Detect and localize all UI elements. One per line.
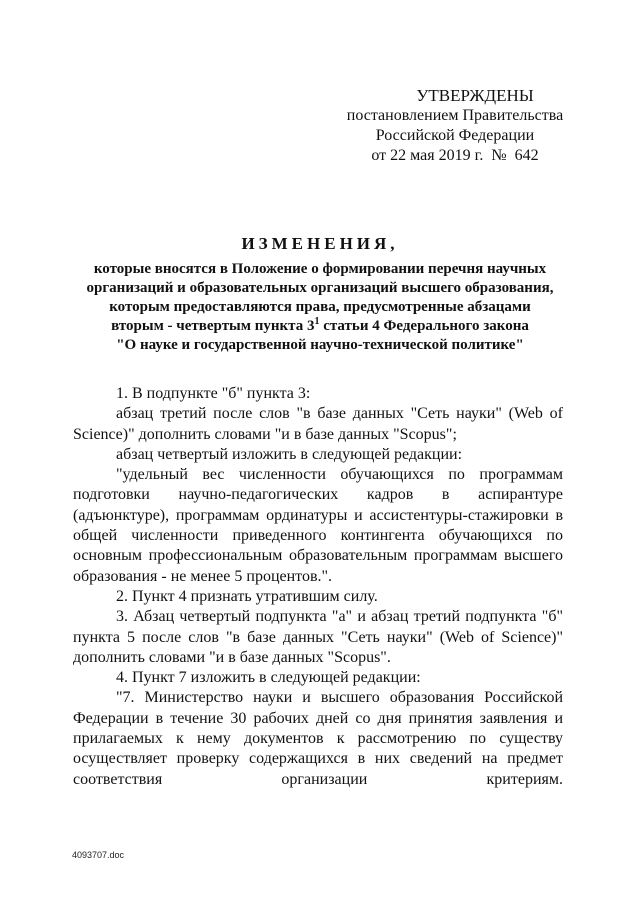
- paragraph: 4. Пункт 7 изложить в следующей редакции:: [116, 669, 421, 687]
- title-heading: ИЗМЕНЕНИЯ,: [241, 234, 399, 253]
- paragraph: 1. В подпункте "б" пункта 3:: [116, 385, 311, 402]
- paragraph: 2. Пункт 4 признать утратившим силу.: [116, 587, 378, 605]
- paragraph: "удельный вес численности обучающихся по программам подготовки научно-педагогических кадров в аспирантуре (адъюнктуре), программам ординатуры и ассистентуры-стажировки в общей численности приведенного контингента обучающихся по основным профессиональным образовательным программам высшего образования - не менее 5 процентов.".: [73, 466, 563, 585]
- subtitle-line-part: статьи 4 Федерального закона: [319, 318, 529, 334]
- subtitle-line: которым предоставляются права, предусмотренные абзацами: [109, 299, 531, 315]
- paragraph: абзац четвертый изложить в следующей редакции:: [116, 445, 463, 463]
- subtitle-line: которые вносятся в Положение о формировании перечня научных: [93, 261, 547, 277]
- subtitle-line: организаций и образовательных организаций высшего образования,: [86, 280, 554, 296]
- document-title: [60, 233, 580, 355]
- approved-date-number: от 22 мая 2019 г. № 642: [371, 147, 539, 164]
- paragraph: абзац третий после слов "в базе данных "Сеть науки" (Web of Science)" дополнить словами "и в базе данных "Scopus";: [73, 405, 563, 443]
- approved-authority: Российской Федерации: [375, 127, 535, 144]
- subtitle-line-part: вторым - четвертым пункта 3: [111, 318, 315, 334]
- title-subtitle: [60, 260, 580, 355]
- paragraph: 3. Абзац четвертый подпункта "а" и абзац третий подпункта "б" пункта 5 после слов "в базе данных "Сеть науки" (Web of Science)" дополнить словами "и в базе данных "Scopus".: [73, 608, 563, 666]
- approved-by-line: постановлением Правительства: [346, 107, 564, 124]
- document-body: [73, 384, 563, 790]
- approval-stamp: [330, 86, 580, 166]
- superscript: 1: [314, 316, 320, 327]
- subtitle-line: [60, 317, 580, 336]
- approved-label: УТВЕРЖДЕНЫ: [416, 86, 534, 105]
- paragraph: "7. Министерство науки и высшего образования Российской Федерации в течение 30 рабочих дней со дня принятия заявления и прилагаемых к нему документов к рассмотрению по существу осуществляет проверку содержащихся в них сведений на предмет соответствия организации критериям.: [73, 689, 563, 788]
- subtitle-line: "О науке и государственной научно-технической политике": [116, 337, 524, 353]
- document-file-id: 4093707.doc: [72, 850, 125, 860]
